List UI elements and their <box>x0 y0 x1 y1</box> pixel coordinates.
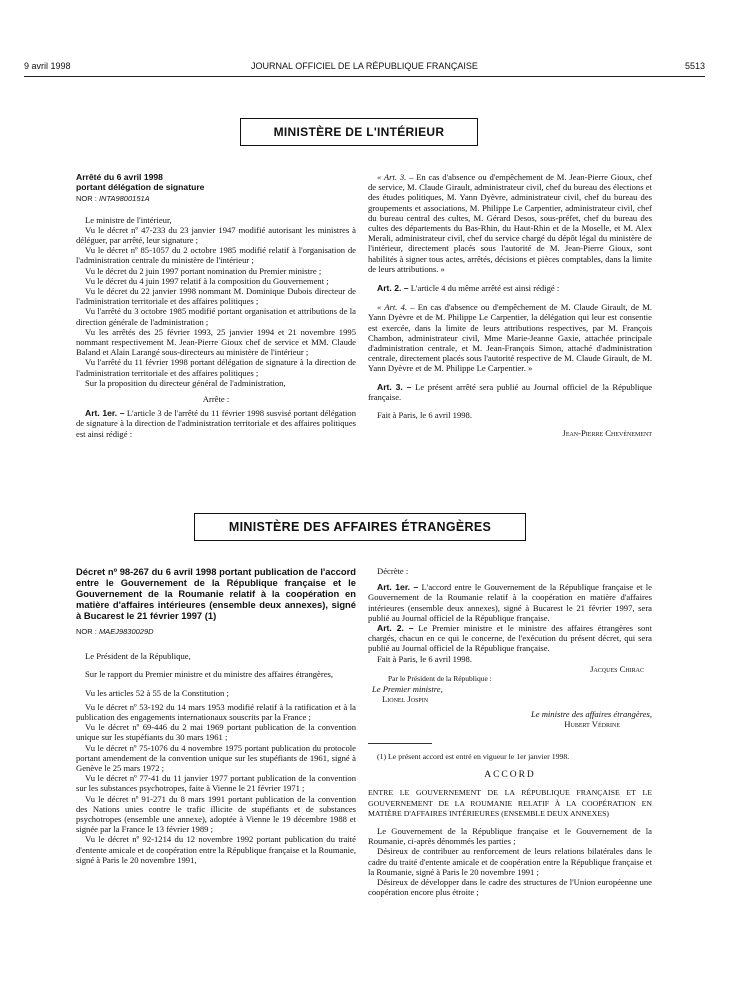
visa-paragraph: Vu l'arrêté du 3 octobre 1985 modifié portant organisation et attributions de la direction générale de l'administration ; <box>76 306 356 327</box>
arrete-article-1: Art. 1er. – L'article 3 de l'arrêté du 11 février 1998 susvisé portant délégation de signature à la direction de l'administration territoriale et des affaires politiques est ainsi rédigé : <box>76 408 356 439</box>
visa-paragraph: Vu les arrêtés des 25 février 1993, 25 janvier 1994 et 21 novembre 1995 nommant respectivement M. Jean-Pierre Gioux chef de service et MM. Claude Baland et Alain Larangé sous-directeurs au ministère de l'intérieur ; <box>76 326 356 358</box>
arrete-article-2: Art. 2. – L'article 4 du même arrêté est ainsi rédigé : <box>377 283 560 294</box>
visa-paragraph: Sur la proposition du directeur général de l'administration, <box>85 377 286 388</box>
accord-title: ACCORD <box>484 770 536 781</box>
visa-paragraph: Vu l'arrêté du 11 février 1998 portant délégation de signature à la direction de l'administration territoriale et des affaires politiques ; <box>76 357 356 378</box>
arrete-subtitle: portant délégation de signature <box>76 182 205 193</box>
decret-article-1: Art. 1er. – L'accord entre le Gouvernement de la République française et le Gouvernement de la Roumanie relatif à la coopération en matière d'affaires intérieures (ensemble deux annexes), signé à Bucarest le 21 février 1997, sera publié au Journal officiel de la République française. <box>368 582 652 623</box>
visa-paragraph: Le Président de la République, <box>85 651 191 662</box>
decret-fait-a: Fait à Paris, le 6 avril 1998. <box>377 653 472 664</box>
premier-ministre-title: Le Premier ministre, <box>372 684 443 695</box>
quoted-article-3: « Art. 3. – En cas d'absence ou d'empêchement de M. Jean-Pierre Gioux, chef de service, M. Claude Girault, administrateur civil, chef du bureau des élections et des études politiques, M. Yann Dyèvre, administrateur civil, chef du bureau des groupements et associations, M. Philippe Le Carpentier, administrateur civil, chef du bureau central des cultes, M. Gérard Desos, sous-préfet, chef du bureau des cultes des départements du Bas-Rhin, du Haut-Rhin et de la Moselle, et M. Alex Merali, administrateur civil, chef du service chargé du dépôt légal du ministère de l'intérieur, directement placés sous l'autorité de M. Jean-Pierre Gioux, sont habilités à signer tous actes, arrêtés, décisions et pièces comptables, dans la limite de leurs attributions. » <box>368 172 652 274</box>
visa-paragraph: Le ministre de l'intérieur, <box>85 214 172 225</box>
mae-title: Le ministre des affaires étrangères, <box>530 708 652 719</box>
signature-president: Jacques Chirac <box>590 663 644 674</box>
page-header <box>24 61 705 73</box>
mae-name: Hubert Védrine <box>564 718 620 729</box>
visa-paragraph: Vu le décret nº 69-446 du 2 mai 1969 portant publication de la convention unique sur les stupéfiants du 30 mars 1961 ; <box>76 722 356 743</box>
arrete-visas <box>76 215 356 388</box>
visa-paragraph: Vu le décret nº 53-192 du 14 mars 1953 modifié relatif à la ratification et à la publication des engagements internationaux souscrits par la France ; <box>76 701 356 723</box>
ministry-box-interieur: MINISTÈRE DE L'INTÉRIEUR <box>240 118 478 146</box>
header-page-number: 5513 <box>684 61 705 71</box>
accord-paragraph: Désireux de développer dans le cadre des structures de l'Union européenne une coopération encore plus étroite ; <box>368 877 652 898</box>
visa-paragraph: Vu le décret nº 77-41 du 11 janvier 1977 portant publication de la convention sur les substances psychotropes, faite à Vienne le 21 février 1971 ; <box>76 773 356 794</box>
arrete-dispositif: Arrête : <box>202 394 230 405</box>
decret-title: Décret nº 98-267 du 6 avril 1998 portant publication de l'accord entre le Gouvernement de la République française et le Gouvernement de la Roumanie relatif à la coopération en matière d'affaires intérieures (ensemble deux annexes), signé à Bucarest le 21 février 1997 (1) <box>76 566 356 621</box>
arrete-article-3: Art. 3. – Le présent arrêté sera publié au Journal officiel de la République française. <box>368 381 653 402</box>
visa-paragraph: Vu le décret nº 91-271 du 8 mars 1991 portant publication de la convention des Nations unies contre le trafic illicite de stupéfiants et de substances psychotropes (ensemble une annexe), adoptée à Vienne le 19 décembre 1988 et signée par la France le 13 février 1989 ; <box>76 793 356 835</box>
accord-paragraph: Désireux de contribuer au renforcement de leurs relations bilatérales dans le cadre du traité d'entente amicale et de coopération entre la République française et la Roumanie, signé à Paris le 20 novembre 1991 ; <box>368 846 652 877</box>
visa-paragraph: Vu le décret du 22 janvier 1998 nommant M. Dominique Dubois directeur de l'administration territoriale et des affaires politiques ; <box>76 286 356 307</box>
decret-visas <box>76 651 356 865</box>
etrangeres-left-column <box>76 566 356 865</box>
ministry-box-affaires-etrangeres: MINISTÈRE DES AFFAIRES ÉTRANGÈRES <box>194 513 526 541</box>
decret-article-2: Art. 2. – Le Premier ministre et le ministre des affaires étrangères sont chargés, chacun en ce qui le concerne, de l'exécution du présent décret, qui sera publié au Journal officiel de la République française. <box>368 623 652 654</box>
arrete-signature: Jean-Pierre Chevènement <box>562 428 652 439</box>
header-journal-title: JOURNAL OFFICIEL DE LA RÉPUBLIQUE FRANÇAISE <box>251 61 478 71</box>
accord-heading: ENTRE LE GOUVERNEMENT DE LA RÉPUBLIQUE FRANÇAISE ET LE GOUVERNEMENT DE LA ROUMANIE RELATIF À LA COOPÉRATION EN MATIÈRE D'AFFAIRES INTÉRIEURES (ENSEMBLE DEUX ANNEXES) <box>368 788 652 818</box>
premier-ministre-name: Lionel Jospin <box>382 694 429 705</box>
footnote: (1) Le présent accord est entré en vigueur le 1er janvier 1998. <box>377 752 570 762</box>
visa-paragraph: Vu le décret du 2 juin 1997 portant nomination du Premier ministre ; <box>85 265 322 276</box>
footnote-rule <box>368 743 432 744</box>
arrete-fait-a: Fait à Paris, le 6 avril 1998. <box>377 410 472 421</box>
visa-paragraph: Vu le décret nº 85-1057 du 2 octobre 1985 modifié relatif à l'organisation de l'administration centrale du ministère de l'intérieur ; <box>76 245 356 266</box>
interieur-right-column <box>368 172 652 438</box>
header-rule <box>24 76 705 77</box>
visa-paragraph: Vu le décret nº 92-1214 du 12 novembre 1992 portant publication du traité d'entente amicale et de coopération entre la République française et la Roumanie, signé à Paris le 20 novembre 1991, <box>76 834 356 865</box>
visa-paragraph: Vu le décret du 4 juin 1997 relatif à la composition du Gouvernement ; <box>85 275 329 286</box>
quoted-article-4: « Art. 4. – En cas d'absence ou d'empêchement de M. Claude Girault, de M. Yann Dyèvre et de M. Philippe Le Carpentier, la délégation qui leur est consentie est exercée, dans la limite de leurs attributions respectives, par M. François Chambon, administrateur civil, Mme Marie-Jeanne Gaxie, attachée principale d'administration centrale, et M. Jean-François Simon, attaché d'administration centrale, directement placés sous l'autorité respective de M. Claude Girault, de M. Yann Dyèvre et de M. Philippe Le Carpentier. » <box>368 302 652 374</box>
etrangeres-right-column <box>368 566 652 897</box>
accord-paragraph: Le Gouvernement de la République française et le Gouvernement de la Roumanie, ci-après dénommés les parties ; <box>368 826 652 847</box>
arrete-nor: NOR : INTA9800151A <box>76 194 150 204</box>
par-le-president: Par le Président de la République : <box>388 674 492 684</box>
visa-paragraph: Vu les articles 52 à 55 de la Constitution ; <box>85 687 229 698</box>
visa-paragraph: Sur le rapport du Premier ministre et du ministre des affaires étrangères, <box>85 669 334 680</box>
arrete-title: Arrêté du 6 avril 1998 <box>76 172 163 182</box>
visa-paragraph: Vu le décret nº 47-233 du 23 janvier 1947 modifié autorisant les ministres à déléguer, par arrêté, leur signature ; <box>76 224 356 246</box>
header-date: 9 avril 1998 <box>24 61 71 71</box>
decret-dispositif: Décrète : <box>377 566 409 576</box>
interieur-left-column <box>76 172 356 439</box>
visa-paragraph: Vu le décret nº 75-1076 du 4 novembre 1975 portant publication du protocole portant amendement de la convention unique sur les stupéfiants de 1961, signé à Genève le 25 mars 1972 ; <box>76 742 356 774</box>
decret-nor: NOR : MAEJ9830029D <box>76 627 154 636</box>
